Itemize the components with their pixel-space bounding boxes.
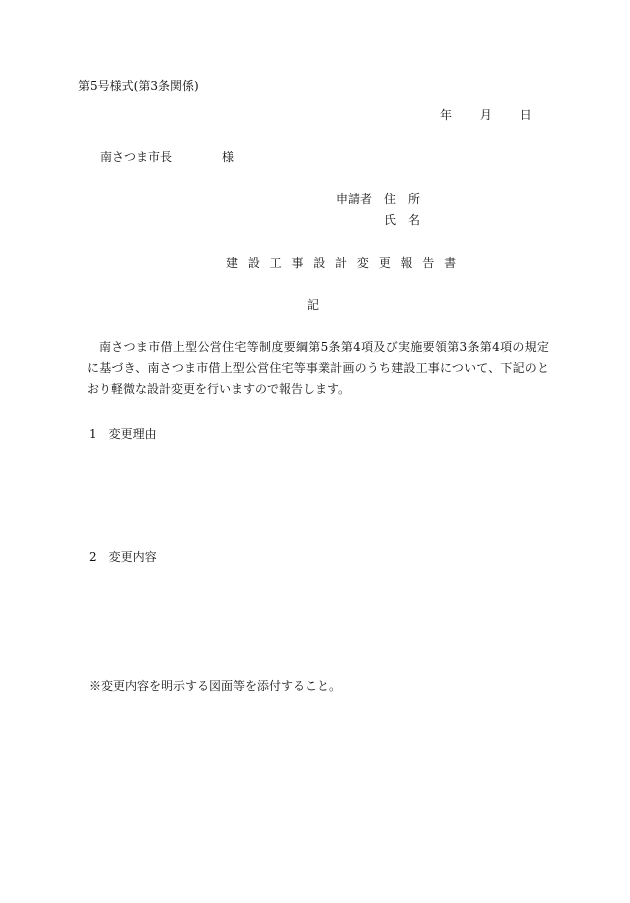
date-year-label: 年 [440,108,453,122]
applicant-address-line [336,193,420,205]
applicant-role-label: 申請者 [336,192,373,206]
applicant-address-label: 住 所 [384,192,421,206]
section-label: 変更理由 [108,427,157,441]
section-change-content [89,551,157,563]
form-number: 第5号様式(第3条関係) [78,79,199,93]
ki-mark: 記 [307,298,320,312]
section-number: 1 [89,427,97,441]
section-change-reason [89,428,157,440]
document-title: 建 設 工 事 設 計 変 更 報 告 書 [226,256,460,270]
date-line [440,109,532,121]
date-day-label: 日 [519,108,532,122]
attachment-note: ※変更内容を明示する図面等を添付すること。 [89,679,342,693]
section-number: 2 [89,550,97,564]
applicant-name-label: 氏 名 [384,213,421,227]
addressee-honorific: 様 [222,150,235,164]
addressee-name: 南さつま市長 [100,150,173,164]
body-paragraph: 南さつま市借上型公営住宅等制度要綱第5条第4項及び実施要領第3条第4項の規定に基づき、南さつま市借上型公営住宅等事業計画のうち建設工事について、下記のとおり軽微な設計変更を行いますので報告します。 [87,340,549,396]
date-month-label: 月 [479,108,492,122]
section-label: 変更内容 [108,550,157,564]
addressee [100,151,234,163]
